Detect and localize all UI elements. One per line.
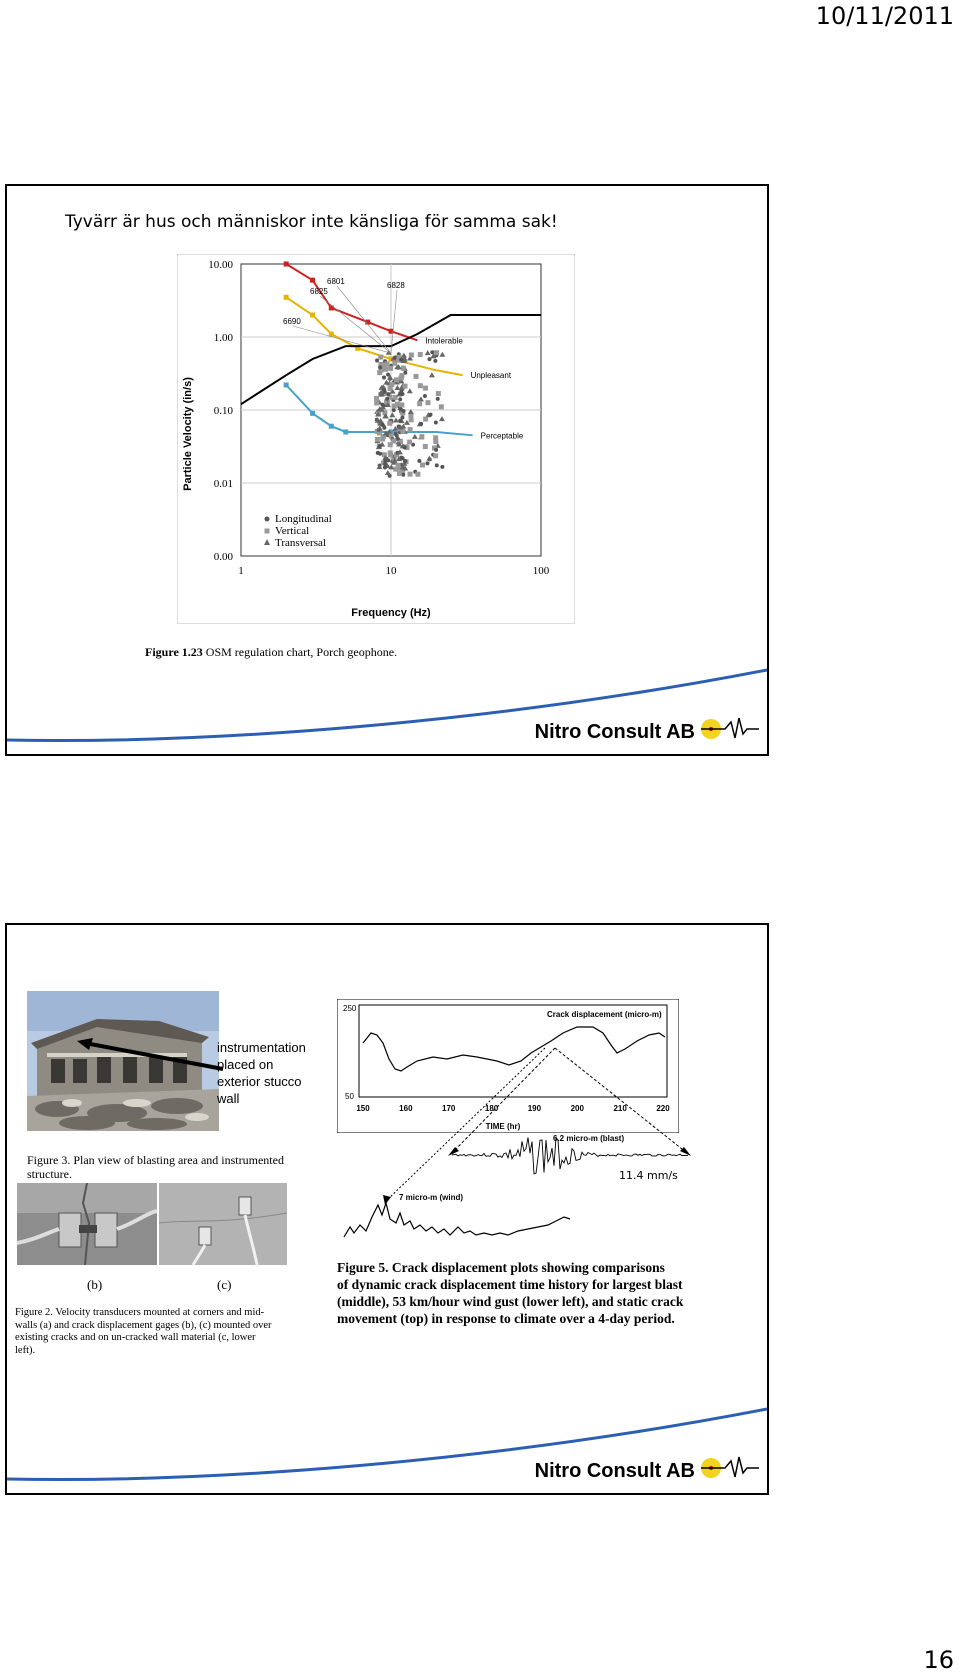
brand-name: Nitro Consult AB <box>534 721 695 743</box>
data-point <box>408 427 413 432</box>
data-point <box>425 400 430 405</box>
x-tick-label: 10 <box>385 565 397 577</box>
crack-chart-title: Crack displacement (micro-m) <box>547 1010 662 1019</box>
x-tick-label: 1 <box>238 565 244 577</box>
legend-marker <box>265 517 270 522</box>
subfigure-label-c: (c) <box>217 1277 232 1292</box>
data-point <box>395 402 400 407</box>
crack-x-tick: 190 <box>527 1104 542 1113</box>
figure-2-caption: Figure 2. Velocity transducers mounted at corners and mid- walls (a) and crack displacement gages (b), (c) mounted over existing cracks and on un-cracked wall material (c, lower left). <box>15 1307 272 1356</box>
data-point <box>387 421 392 426</box>
series-label: Unpleasant <box>470 371 512 381</box>
legend-entry: Transversal <box>275 537 326 549</box>
data-point <box>382 375 386 379</box>
data-point <box>383 390 387 394</box>
data-point <box>385 397 389 401</box>
data-point <box>383 465 387 469</box>
data-point <box>402 409 406 413</box>
data-point <box>401 366 406 371</box>
x-tick-label: 100 <box>532 565 550 577</box>
crack-x-tick: 150 <box>356 1104 370 1113</box>
crack-x-tick: 160 <box>399 1104 413 1113</box>
data-point <box>378 355 383 360</box>
data-point <box>398 397 402 401</box>
data-point <box>423 417 428 422</box>
data-point <box>394 377 399 382</box>
series-label: Intolerable <box>425 336 463 346</box>
data-point <box>409 417 414 422</box>
date-header: 10/11/2011 <box>815 2 954 30</box>
data-point <box>399 373 404 378</box>
data-point <box>433 439 438 444</box>
data-point <box>389 382 394 387</box>
nitro-logo-icon <box>699 1453 761 1483</box>
data-point <box>403 384 408 389</box>
wind-waveform <box>342 1197 582 1247</box>
data-point <box>375 437 380 442</box>
series-marker <box>284 383 289 388</box>
crack-x-tick: 210 <box>613 1104 627 1113</box>
data-point <box>434 448 438 452</box>
data-point <box>417 401 422 406</box>
data-point <box>439 404 444 409</box>
series-marker <box>329 424 334 429</box>
data-point <box>419 422 423 426</box>
data-point <box>403 445 407 449</box>
data-point <box>435 463 439 467</box>
data-point <box>433 359 437 363</box>
data-point <box>409 353 414 358</box>
legend-entry: Longitudinal <box>275 513 332 525</box>
crack-x-tick: 200 <box>570 1104 584 1113</box>
crack-x-label: TIME (hr) <box>485 1122 521 1131</box>
figure-3-caption: Figure 3. Plan view of blasting area and instrumented structure. <box>27 1153 284 1181</box>
data-point <box>399 358 403 362</box>
legend-entry: Vertical <box>275 525 310 537</box>
data-point <box>380 436 385 441</box>
data-point <box>418 383 423 388</box>
y-tick-50: 50 <box>345 1092 354 1101</box>
data-point <box>383 459 387 463</box>
point-annotation: 6801 <box>327 277 345 286</box>
data-point <box>374 401 379 406</box>
y-tick-label: 10.00 <box>208 259 233 271</box>
slide-1-heading: Tyvärr är hus och människor inte känsliga för samma sak! <box>65 212 558 232</box>
slide-1 <box>5 184 769 756</box>
data-point <box>429 413 433 417</box>
y-tick-250: 250 <box>343 1004 357 1013</box>
figure-5-caption: Figure 5. Crack displacement plots showing comparisons of dynamic crack displacement time history for largest blast (middle), 53 km/hour wind gust (lower left), and static crack movement (top) in response to climate over a 4-day period. <box>337 1260 684 1326</box>
data-point <box>408 472 413 477</box>
data-point <box>414 374 419 379</box>
data-point <box>392 361 397 366</box>
nitro-logo-icon <box>699 714 761 744</box>
series-marker <box>284 295 289 300</box>
data-point <box>407 440 412 445</box>
data-point <box>388 442 393 447</box>
data-point <box>374 396 379 401</box>
data-point <box>396 466 401 471</box>
figure-1-23-caption: Figure 1.23 OSM regulation chart, Porch geophone. <box>145 645 398 659</box>
point-annotation: 6825 <box>310 287 328 296</box>
y-tick-label: 0.01 <box>213 478 233 490</box>
data-point <box>378 444 382 448</box>
series-marker <box>310 313 315 318</box>
series-marker <box>310 278 315 283</box>
data-point <box>377 370 382 375</box>
data-point <box>434 350 439 355</box>
series-marker <box>329 331 334 336</box>
data-point <box>417 459 421 463</box>
point-annotation: 6828 <box>387 281 405 290</box>
data-point <box>418 352 423 357</box>
data-point <box>425 461 429 465</box>
legend-marker <box>265 529 270 534</box>
data-point <box>415 472 420 477</box>
data-point <box>398 391 402 395</box>
crack-x-tick: 170 <box>442 1104 456 1113</box>
data-point <box>394 432 398 436</box>
crack-x-tick: 180 <box>484 1104 499 1113</box>
wind-label: 7 micro-m (wind) <box>399 1193 464 1202</box>
y-tick-label: 0.10 <box>213 405 233 417</box>
y-tick-label: 1.00 <box>213 332 233 344</box>
data-point <box>386 392 390 396</box>
data-point <box>401 456 405 460</box>
data-point <box>399 402 404 407</box>
page-number: 16 <box>923 1646 954 1674</box>
data-point <box>380 423 384 427</box>
data-point <box>378 452 382 456</box>
data-point <box>378 365 382 369</box>
data-point <box>433 453 438 458</box>
data-point <box>392 408 396 412</box>
data-point <box>423 444 428 449</box>
series-marker <box>284 262 289 267</box>
data-point <box>375 359 379 363</box>
data-point <box>423 386 428 391</box>
y-tick-label: 0.00 <box>213 551 233 563</box>
photo-label: instrumentation placed on exterior stucco wall <box>217 1040 306 1106</box>
data-point <box>434 420 438 424</box>
crack-gauge-photo-c <box>159 1183 287 1265</box>
osm-regulation-chart <box>177 254 575 624</box>
subfigure-label-b: (b) <box>87 1277 103 1292</box>
data-point <box>440 465 444 469</box>
data-point <box>419 434 424 439</box>
data-point <box>430 350 434 354</box>
slide-2 <box>5 923 769 1495</box>
data-point <box>388 450 393 455</box>
y-axis-label: Particle Velocity (in/s) <box>182 377 194 491</box>
crack-x-tick: 220 <box>656 1104 670 1113</box>
data-point <box>380 403 384 407</box>
data-point <box>423 394 427 398</box>
data-point <box>436 397 440 401</box>
series-label: Perceptable <box>480 431 524 441</box>
data-point <box>397 471 402 476</box>
blast-label: 6.2 micro-m (blast) <box>553 1134 625 1143</box>
data-point <box>420 462 425 467</box>
point-annotation: 6690 <box>283 317 301 326</box>
data-point <box>436 391 441 396</box>
speed-label: 11.4 mm/s <box>619 1169 678 1182</box>
data-point <box>388 366 393 371</box>
series-marker <box>310 411 315 416</box>
brand-name: Nitro Consult AB <box>534 1460 695 1482</box>
crack-gauge-photo-b <box>17 1183 157 1265</box>
data-point <box>384 361 389 366</box>
data-point <box>427 357 431 361</box>
series-marker <box>343 429 348 434</box>
x-axis-label: Frequency (Hz) <box>351 607 431 619</box>
data-point <box>400 429 405 434</box>
data-point <box>398 419 402 423</box>
